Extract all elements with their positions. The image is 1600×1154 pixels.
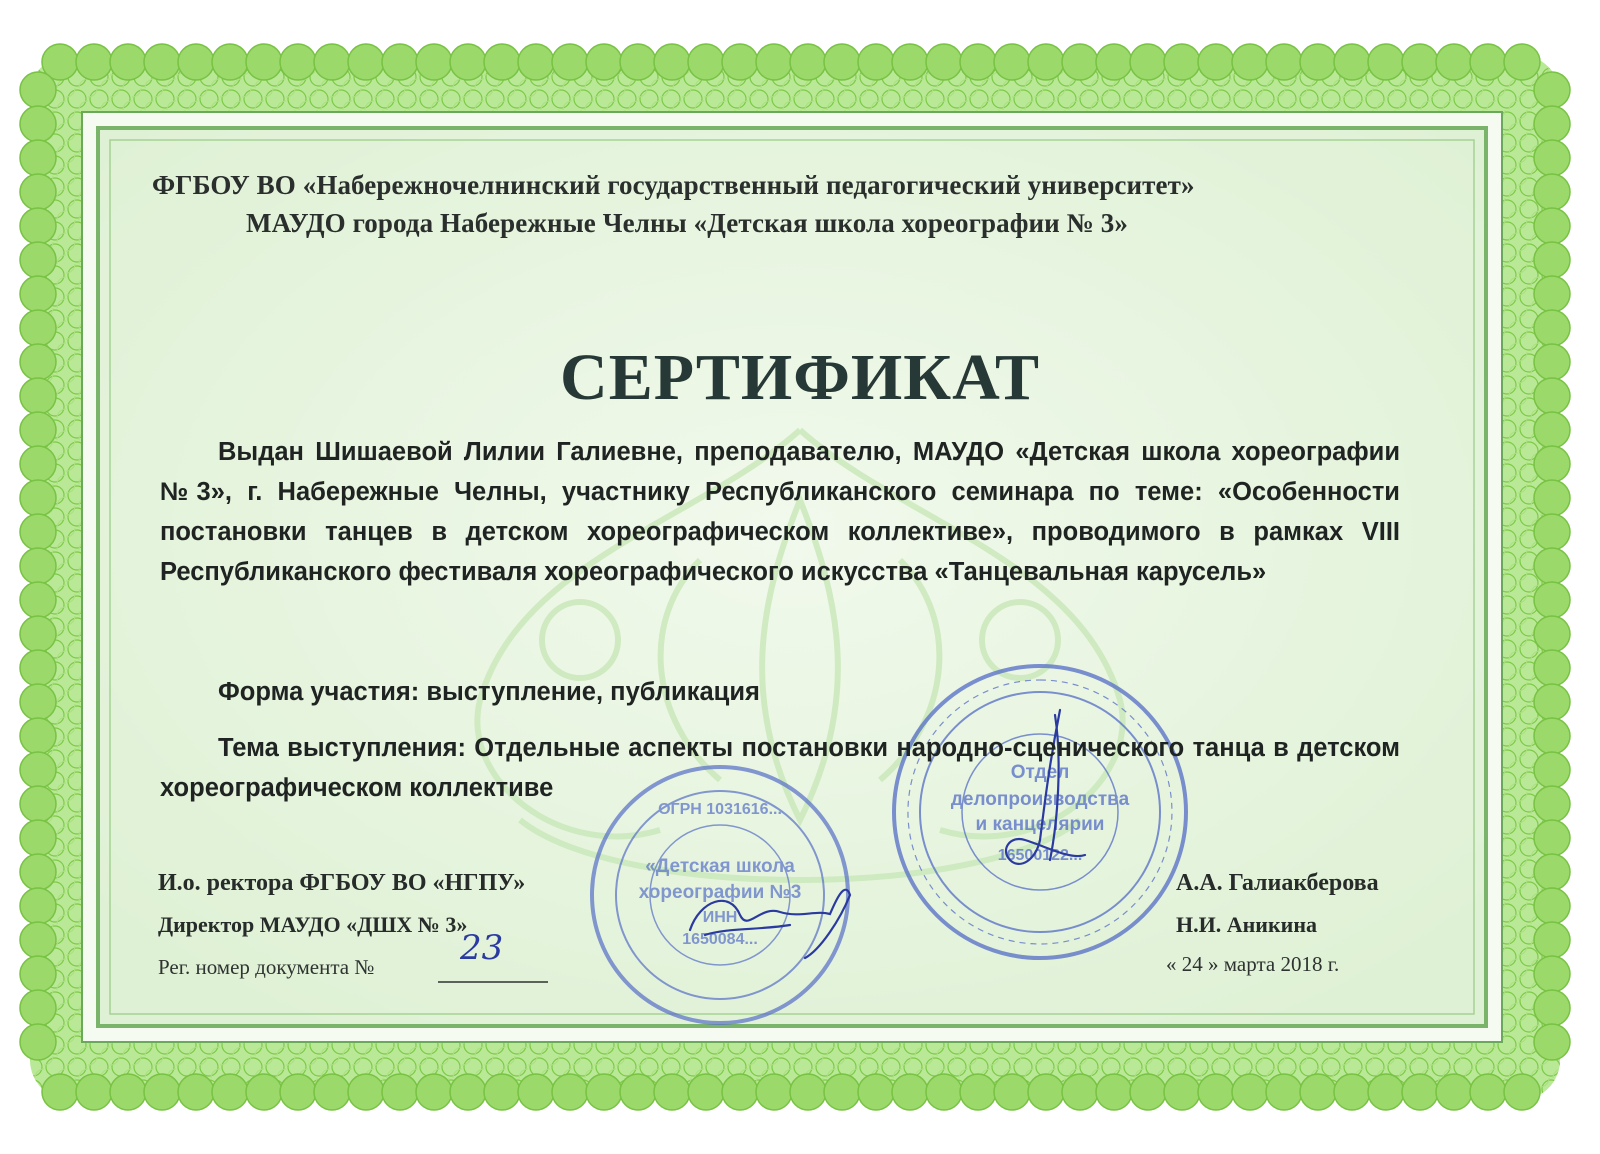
scallop [858,44,894,80]
scallop [484,44,520,80]
scallop [1164,1074,1200,1110]
scallop [824,44,860,80]
scallop [1534,718,1570,754]
rector-title: И.о. ректора ФГБОУ ВО «НГПУ» [158,870,526,896]
scallop [1534,582,1570,618]
scallop [1334,44,1370,80]
scallop [1534,276,1570,312]
scallop [1534,650,1570,686]
left-stamp-ogrn: ОГРН 1031616... [658,801,782,818]
scallop [858,1074,894,1110]
header-line-2: МАУДО города Набережные Челны «Детская школа хореографии № 3» [246,208,1128,238]
scallop [110,1074,146,1110]
scallop [382,1074,418,1110]
scallop [1534,242,1570,278]
scallop [314,1074,350,1110]
scallop [20,276,56,312]
scallop [484,1074,520,1110]
left-stamp-line-4: 1650084... [682,931,758,948]
scallop [20,616,56,652]
scallop [416,1074,452,1110]
scallop [1096,44,1132,80]
scallop [20,174,56,210]
scallop [76,1074,112,1110]
scallop [552,1074,588,1110]
scallop [20,72,56,108]
scallop [1534,990,1570,1026]
scallop [348,1074,384,1110]
scallop [20,1024,56,1060]
scallop [212,44,248,80]
scallop [76,44,112,80]
scallop [20,922,56,958]
scallop [892,1074,928,1110]
scallop [722,1074,758,1110]
scallop [1198,44,1234,80]
scallop [110,44,146,80]
scallop [1368,1074,1404,1110]
scallop [20,514,56,550]
scallop [1300,44,1336,80]
scallop [1534,684,1570,720]
scallop [20,888,56,924]
scallop [1534,208,1570,244]
scallop [790,1074,826,1110]
scallop [1198,1074,1234,1110]
scallop [178,44,214,80]
scallop [1534,786,1570,822]
scallop [20,242,56,278]
scallop [1534,922,1570,958]
scallop [20,650,56,686]
scallop [620,44,656,80]
scallop [20,140,56,176]
rector-name: А.А. Галиакберова [1176,870,1379,896]
issued-to-paragraph: Выдан Шишаевой Лилии Галиевне, преподавателю, МАУДО «Детская школа хореографии №3», г. Набережные Челны, участнику Республиканского семинара по теме: «Особенности постановки танцев в детском хореографическом коллективе», проводимого в рамках VIII Республиканского фестиваля хореографического искусства «Танцевальная карусель» [160,438,1400,586]
talk-topic: Тема выступления: Отдельные аспекты постановки народно-сценического танца в детском хореографическом коллективе [160,734,1400,802]
right-stamp-line-1: Отдел [1010,762,1070,783]
scallop [144,44,180,80]
scallop [1402,44,1438,80]
scallop [926,1074,962,1110]
director-name: Н.И. Аникина [1176,912,1317,937]
scallop [20,854,56,890]
scallop [1062,44,1098,80]
scallop [20,208,56,244]
scallop [824,1074,860,1110]
scallop [20,956,56,992]
scallop [20,412,56,448]
scallop [280,1074,316,1110]
scallop [756,44,792,80]
scallop [1504,44,1540,80]
scallop [20,820,56,856]
scallop [382,44,418,80]
scallop [1534,72,1570,108]
scallop [212,1074,248,1110]
scallop [1534,956,1570,992]
scallop [1534,820,1570,856]
scallop [688,1074,724,1110]
scallop [688,44,724,80]
scallop [280,44,316,80]
scallop [246,44,282,80]
scallop [620,1074,656,1110]
scallop [1534,480,1570,516]
scallop [1062,1074,1098,1110]
scallop [586,1074,622,1110]
scallop [1028,1074,1064,1110]
scallop [586,44,622,80]
scallop [1266,44,1302,80]
scallop [892,44,928,80]
scallop [1402,1074,1438,1110]
scallop [1534,174,1570,210]
scallop [450,44,486,80]
right-stamp-line-3: и канцелярии [975,814,1105,835]
scallop [1028,44,1064,80]
scallop [1334,1074,1370,1110]
scallop [1534,1024,1570,1060]
scallop [1534,616,1570,652]
scallop [20,480,56,516]
scallop [1130,1074,1166,1110]
scallop [722,44,758,80]
right-stamp-inn: 16500122... [997,847,1083,864]
scallop [1470,1074,1506,1110]
scallop [42,1074,78,1110]
scallop [1300,1074,1336,1110]
scallop [20,548,56,584]
scallop [926,44,962,80]
scallop [756,1074,792,1110]
scallop [1232,44,1268,80]
scallop [518,1074,554,1110]
reg-number-label: Рег. номер документа № [158,955,375,979]
scallop [314,44,350,80]
left-stamp-line-3: ИНН [702,909,738,926]
scallop [1232,1074,1268,1110]
scallop [246,1074,282,1110]
participation-form: Форма участия: выступление, публикация [218,678,760,706]
scallop [654,1074,690,1110]
scallop [1266,1074,1302,1110]
scallop [1534,514,1570,550]
scallop [994,1074,1030,1110]
left-stamp-line-2: хореографии №3 [638,882,802,903]
scallop [450,1074,486,1110]
scallop [1436,1074,1472,1110]
scallop [1534,888,1570,924]
scallop [20,752,56,788]
scallop [1096,1074,1132,1110]
scallop [1534,752,1570,788]
issue-date: « 24 » марта 2018 г. [1166,952,1340,976]
scallop [518,44,554,80]
director-title: Директор МАУДО «ДШХ № 3» [158,912,468,937]
scallop [654,44,690,80]
scallop [1164,44,1200,80]
scallop [20,106,56,142]
scallop [20,990,56,1026]
scallop [994,44,1030,80]
scallop [20,582,56,618]
scallop [1368,44,1404,80]
right-stamp-line-2: делопроизводства [950,789,1130,810]
scallop [1436,44,1472,80]
scallop [960,1074,996,1110]
scallop [1130,44,1166,80]
scallop [348,44,384,80]
scallop [1534,106,1570,142]
scallop [144,1074,180,1110]
scallop [790,44,826,80]
scallop [1534,548,1570,584]
left-stamp-line-1: «Детская школа [645,856,795,877]
scallop [20,718,56,754]
scallop [1504,1074,1540,1110]
scallop [960,44,996,80]
scallop [1534,140,1570,176]
scallop [1534,854,1570,890]
reg-number-handwritten: 23 [460,928,504,968]
scallop [416,44,452,80]
scallop [1534,412,1570,448]
scallop [552,44,588,80]
header-line-1: ФГБОУ ВО «Набережночелнинский государственный педагогический университет» [152,170,1195,200]
scallop [20,786,56,822]
scallop [1534,446,1570,482]
scallop [1470,44,1506,80]
scallop [20,446,56,482]
scallop [178,1074,214,1110]
certificate-title: СЕРТИФИКАТ [560,341,1040,414]
scallop [20,684,56,720]
